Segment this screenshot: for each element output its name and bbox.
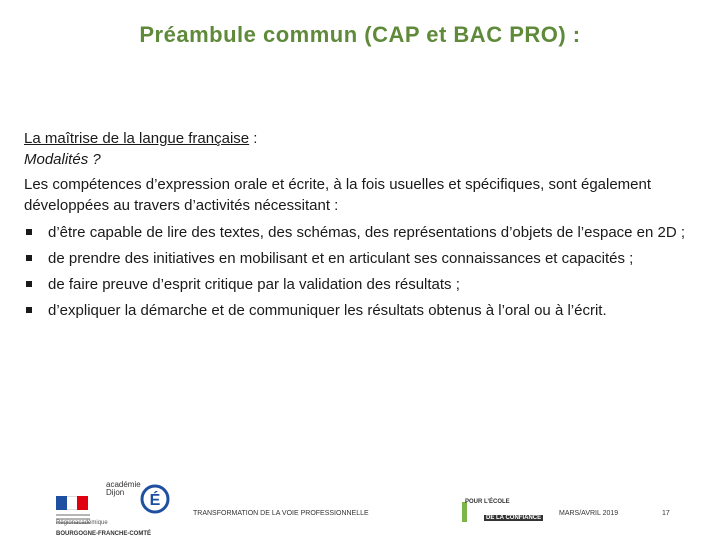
footer-title: TRANSFORMATION DE LA VOIE PROFESSIONNELLE xyxy=(193,510,369,517)
footer-date: MARS/AVRIL 2019 xyxy=(559,510,619,517)
bullet-text: d’expliquer la démarche et de communiquer les résultats obtenus à l’oral ou à l’écrit. xyxy=(48,302,607,319)
square-bullet-icon xyxy=(26,281,32,287)
education-e-icon xyxy=(140,484,170,514)
square-bullet-icon xyxy=(26,307,32,313)
academie-label: académie xyxy=(106,480,141,489)
ecole-logo-line1: POUR L’ÉCOLE xyxy=(465,499,510,505)
page-title: Préambule commun (CAP et BAC PRO) : xyxy=(139,22,581,47)
section-heading: La maîtrise de la langue française xyxy=(24,130,250,147)
bullet-item xyxy=(24,222,696,243)
bullet-text: d’être capable de lire des textes, des schémas, des représentations d’objets de l’espace en 2D ; xyxy=(48,224,686,241)
region-academy-logo xyxy=(56,474,174,536)
french-flag-icon xyxy=(56,496,88,510)
ecole-confiance-logo xyxy=(462,496,552,524)
region-name-label: BOURGOGNE-FRANCHE-COMTÉ xyxy=(56,531,151,537)
bullet-item xyxy=(24,300,696,321)
bullet-text: de prendre des initiatives en mobilisant et en articulant ses connaissances et capacités ; xyxy=(48,250,634,267)
region-academique-label: Régionacadémique xyxy=(56,520,108,526)
main-content xyxy=(24,128,696,326)
section-heading-colon: : xyxy=(249,130,258,147)
modalites-label: Modalités ? xyxy=(24,151,101,168)
bullet-item xyxy=(24,248,696,269)
page-number: 17 xyxy=(662,510,670,517)
bullet-item xyxy=(24,274,696,295)
intro-paragraph: Les compétences d’expression orale et écrite, à la fois usuelles et spécifiques, sont également développées au travers d’activités nécessitant : xyxy=(24,176,652,214)
ecole-logo-line2: DE LA CONFIANCE xyxy=(486,515,542,521)
green-bar-icon xyxy=(462,502,467,522)
bullet-text: de faire preuve d’esprit critique par la validation des résultats ; xyxy=(48,276,460,293)
square-bullet-icon xyxy=(26,229,32,235)
bullet-list xyxy=(24,222,696,321)
footer xyxy=(0,460,720,540)
dijon-label: Dijon xyxy=(106,488,125,497)
svg-text:É: É xyxy=(149,492,161,509)
square-bullet-icon xyxy=(26,255,32,261)
section-heading-line xyxy=(24,128,696,149)
